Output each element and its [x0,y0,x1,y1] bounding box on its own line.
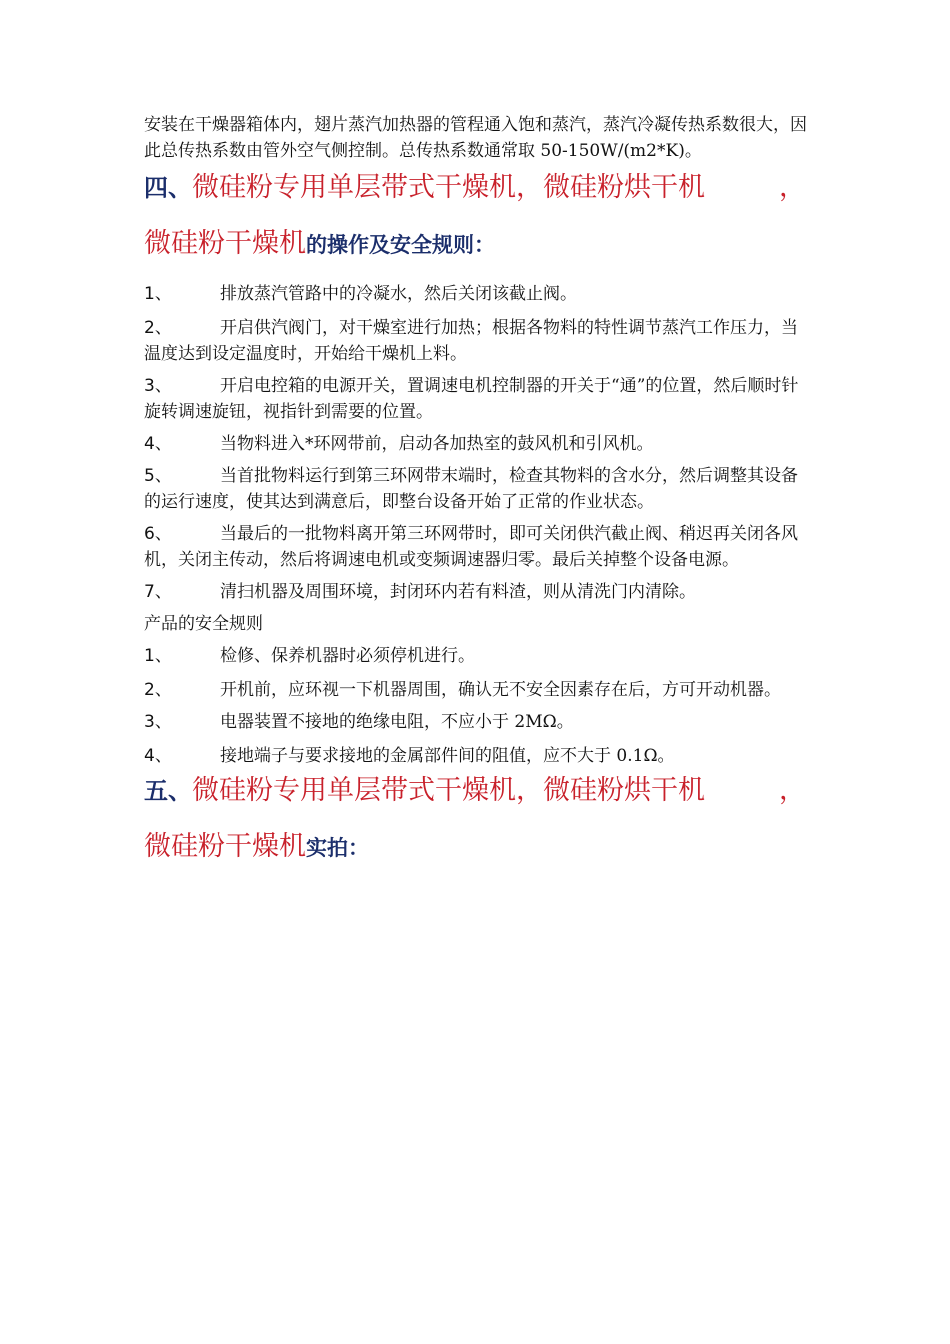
item-number: 3、 [144,712,172,732]
list-item [144,677,810,703]
section-4-title: 微硅粉专用单层带式干燥机，微硅粉烘干机 [192,172,705,203]
intro-paragraph: 安装在干燥器箱体内，翅片蒸汽加热器的管程通入饱和蒸汽，蒸汽冷凝传热系数很大，因此总传热系数由管外空气侧控制。总传热系数通常取 50-150W/(m2*K)。 [144,115,807,161]
section-5-title: 微硅粉专用单层带式干燥机，微硅粉烘干机 [192,775,705,806]
item-text: 电器装置不接地的绝缘电阻，不应小于 2MΩ。 [220,712,574,732]
item-number: 7、 [144,582,172,602]
list-item [144,743,810,769]
item-number: 2、 [144,318,172,338]
list-item [144,431,810,457]
item-number: 4、 [144,746,172,766]
item-number: 1、 [144,646,172,666]
item-number: 5、 [144,466,172,486]
operation-steps [144,281,810,605]
safety-heading: 产品的安全规则 [144,614,263,634]
item-text: 当首批物料运行到第三环网带末端时，检查其物料的含水分，然后调整其设备的运行速度，使其达到满意后，即整台设备开始了正常的作业状态。 [144,466,798,512]
list-item [144,709,810,735]
section-5-heading [144,773,810,866]
list-item [144,281,810,307]
item-text: 清扫机器及周围环境，封闭环内若有料渣，则从清洗门内清除。 [220,582,696,602]
list-item [144,521,810,573]
item-text: 开机前，应环视一下机器周围，确认无不安全因素存在后，方可开动机器。 [220,680,781,700]
list-item [144,579,810,605]
item-number: 1、 [144,284,172,304]
section-4-subtitle: 的操作及安全规则： [306,233,495,257]
list-item [144,315,810,367]
section-5-title-line2: 微硅粉干燥机 [144,831,306,862]
list-item [144,463,810,515]
item-number: 3、 [144,376,172,396]
item-text: 当最后的一批物料离开第三环网带时，即可关闭供汽截止阀、稍迟再关闭各风机，关闭主传动，然后将调速电机或变频调速器归零。最后关掉整个设备电源。 [144,524,798,570]
item-text: 接地端子与要求接地的金属部件间的阻值，应不大于 0.1Ω。 [220,746,675,766]
item-text: 开启电控箱的电源开关，置调速电机控制器的开关于“通”的位置，然后顺时针旋转调速旋钮，视指针到需要的位置。 [144,376,799,422]
section-4-comma: ， [779,172,806,203]
list-item [144,643,810,669]
item-number: 4、 [144,434,172,454]
list-item [144,373,810,425]
section-5-comma: ， [779,775,806,806]
section-5-subtitle: 实拍： [306,836,369,860]
item-text: 检修、保养机器时必须停机进行。 [220,646,475,666]
section-4-heading [144,170,810,263]
item-number: 6、 [144,524,172,544]
section-4-number: 四、 [144,174,192,202]
item-text: 开启供汽阀门，对干燥室进行加热；根据各物料的特性调节蒸汽工作压力，当温度达到设定温度时，开始给干燥机上料。 [144,318,798,364]
document-body [144,112,810,866]
safety-steps [144,643,810,769]
item-text: 排放蒸汽管路中的冷凝水，然后关闭该截止阀。 [220,284,577,304]
section-4-title-line2: 微硅粉干燥机 [144,228,306,259]
item-text: 当物料进入*环网带前，启动各加热室的鼓风机和引风机。 [220,434,654,454]
item-number: 2、 [144,680,172,700]
section-5-number: 五、 [144,777,192,805]
